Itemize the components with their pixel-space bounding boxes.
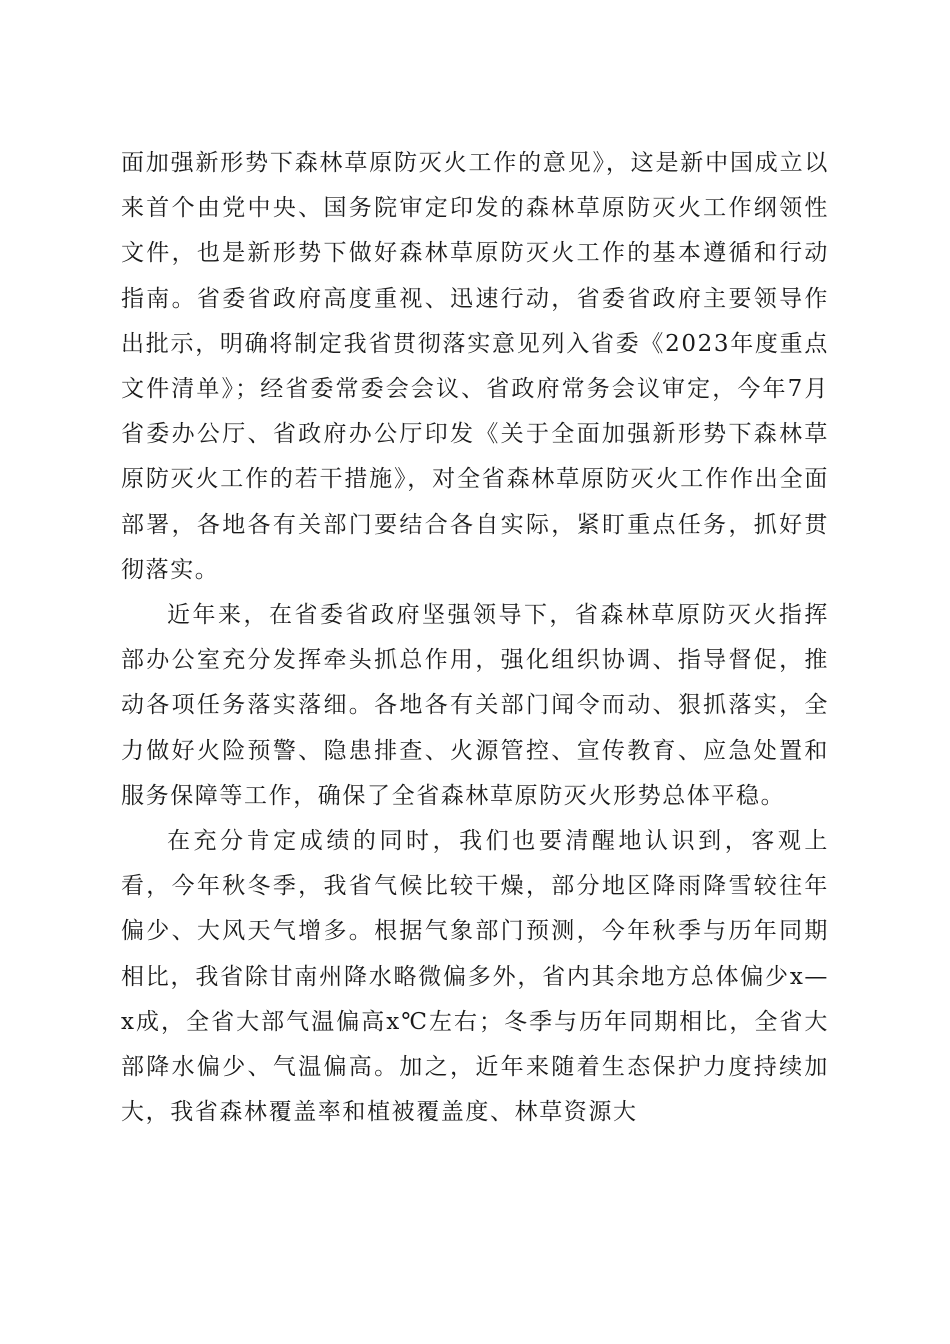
document-body [121, 141, 829, 1135]
paragraph-3: 在充分肯定成绩的同时，我们也要清醒地认识到，客观上看，今年秋冬季，我省气候比较干燥，部分地区降雨降雪较往年偏少、大风天气增多。根据气象部门预测，今年秋季与历年同期相比，我省除甘南州降水略微偏多外，省内其余地方总体偏少x—x成，全省大部气温偏高x℃左右；冬季与历年同期相比，全省大部降水偏少、气温偏高。加之，近年来随着生态保护力度持续加大，我省森林覆盖率和植被覆盖度、林草资源大 [121, 828, 829, 1126]
paragraph-2: 近年来，在省委省政府坚强领导下，省森林草原防灭火指挥部办公室充分发挥牵头抓总作用，强化组织协调、指导督促，推动各项任务落实落细。各地各有关部门闻令而动、狠抓落实，全力做好火险预警、隐患排查、火源管控、宣传教育、应急处置和服务保障等工作，确保了全省森林草原防灭火形势总体平稳。 [121, 602, 829, 809]
paragraph-1: 面加强新形势下森林草原防灭火工作的意见》，这是新中国成立以来首个由党中央、国务院审定印发的森林草原防灭火工作纲领性文件，也是新形势下做好森林草原防灭火工作的基本遵循和行动指南。省委省政府高度重视、迅速行动，省委省政府主要领导作出批示，明确将制定我省贯彻落实意见列入省委《2023年度重点文件清单》；经省委常委会会议、省政府常务会议审定，今年7月省委办公厅、省政府办公厅印发《关于全面加强新形势下森林草原防灭火工作的若干措施》，对全省森林草原防灭火工作作出全面部署，各地各有关部门要结合各自实际，紧盯重点任务，抓好贯彻落实。 [121, 150, 829, 583]
